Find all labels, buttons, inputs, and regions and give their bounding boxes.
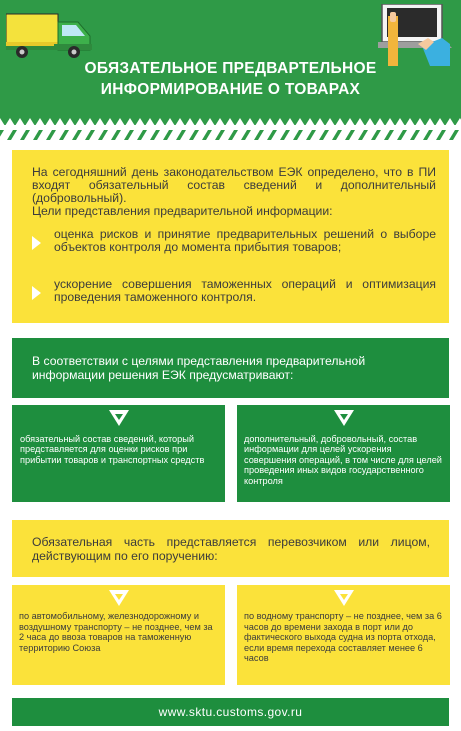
stripe-mark [358, 130, 368, 140]
stripe-mark [267, 130, 277, 140]
footer-url[interactable] [12, 698, 449, 726]
stripe-mark [176, 130, 186, 140]
triangle-down-icon [108, 409, 130, 427]
stripe-mark [241, 130, 251, 140]
stripe-mark [319, 130, 329, 140]
title-line-1: ОБЯЗАТЕЛЬНОЕ ПРЕДВАРТЕЛЬНОЕ [84, 60, 377, 77]
stripe-mark [254, 130, 264, 140]
website-link[interactable]: www.sktu.customs.gov.ru [158, 705, 303, 719]
header-banner [0, 0, 461, 125]
stripe-mark [332, 130, 342, 140]
stripe-mark [72, 130, 82, 140]
stripe-mark [202, 130, 212, 140]
mandatory-info-text: обязательный состав сведений, который представляется для оценки рисков при прибытии товаров и транспортных средств [20, 434, 205, 465]
stripe-mark [150, 130, 160, 140]
stripe-mark [423, 130, 433, 140]
goals-heading: Цели представления предварительной информации: [32, 204, 333, 218]
triangle-down-icon [333, 589, 355, 607]
intro-panel [12, 150, 449, 323]
stripe-mark [371, 130, 381, 140]
stripe-mark [228, 130, 238, 140]
mandatory-info-card [12, 405, 225, 502]
carrier-text: Обязательная часть представляется перевозчиком или лицом, действующим по его поручению: [32, 535, 430, 563]
stripe-mark [345, 130, 355, 140]
stripe-divider [0, 130, 461, 140]
laptop-icon [378, 4, 458, 66]
stripe-mark [163, 130, 173, 140]
play-triangle-icon [32, 236, 41, 250]
stripe-mark [111, 130, 121, 140]
stripe-mark [46, 130, 56, 140]
page-title [60, 58, 401, 100]
stripe-mark [280, 130, 290, 140]
stripe-mark [0, 130, 4, 140]
water-transport-card [237, 585, 450, 685]
stripe-mark [410, 130, 420, 140]
stripe-mark [85, 130, 95, 140]
additional-info-card [237, 405, 450, 502]
land-air-transport-card [12, 585, 225, 685]
stripe-mark [59, 130, 69, 140]
carrier-panel [12, 520, 449, 577]
stripe-mark [215, 130, 225, 140]
decisions-text: В соответствии с целями представления предварительной информации решения ЕЭК предусматривают: [32, 354, 366, 382]
stripe-mark [189, 130, 199, 140]
truck-icon [6, 6, 96, 61]
water-transport-text: по водному транспорту – не позднее, чем за 6 часов до времени захода в порт или до фактического выхода судна из порта отхода, если время перехода составляет менее 6 часов [244, 611, 442, 664]
stripe-mark [397, 130, 407, 140]
stripe-mark [449, 130, 459, 140]
stripe-mark [98, 130, 108, 140]
stripe-mark [293, 130, 303, 140]
land-air-transport-text: по автомобильному, железнодорожному и воздушному транспорту – не позднее, чем за 2 часа до ввоза товаров на таможенную территорию Союза [19, 611, 213, 653]
triangle-down-icon [333, 409, 355, 427]
intro-text: На сегодняшний день законодательством ЕЭК определено, что в ПИ входят обязательный состав сведений и дополнительный (добровольный). Цели представления предварительной информации: [32, 165, 436, 218]
stripe-mark [306, 130, 316, 140]
goal-bullet: ускорение совершения таможенных операций и оптимизация проведения таможенного контроля. [32, 278, 436, 304]
stripe-mark [137, 130, 147, 140]
stripe-mark [7, 130, 17, 140]
stripe-mark [20, 130, 30, 140]
stripe-mark [436, 130, 446, 140]
additional-info-text: дополнительный, добровольный, состав информации для целей ускорения совершения операций, в том числе для целей проведения иных видов государственного контроля [244, 434, 442, 486]
stripe-mark [124, 130, 134, 140]
triangle-down-icon [108, 589, 130, 607]
stripe-mark [33, 130, 43, 140]
title-line-2: ИНФОРМИРОВАНИЕ О ТОВАРАХ [100, 81, 361, 98]
play-triangle-icon [32, 286, 41, 300]
stripe-mark [384, 130, 394, 140]
goal-bullet: оценка рисков и принятие предварительных решений о выборе объектов контроля до момента прибытия товаров; [32, 228, 436, 254]
decisions-panel [12, 338, 449, 398]
